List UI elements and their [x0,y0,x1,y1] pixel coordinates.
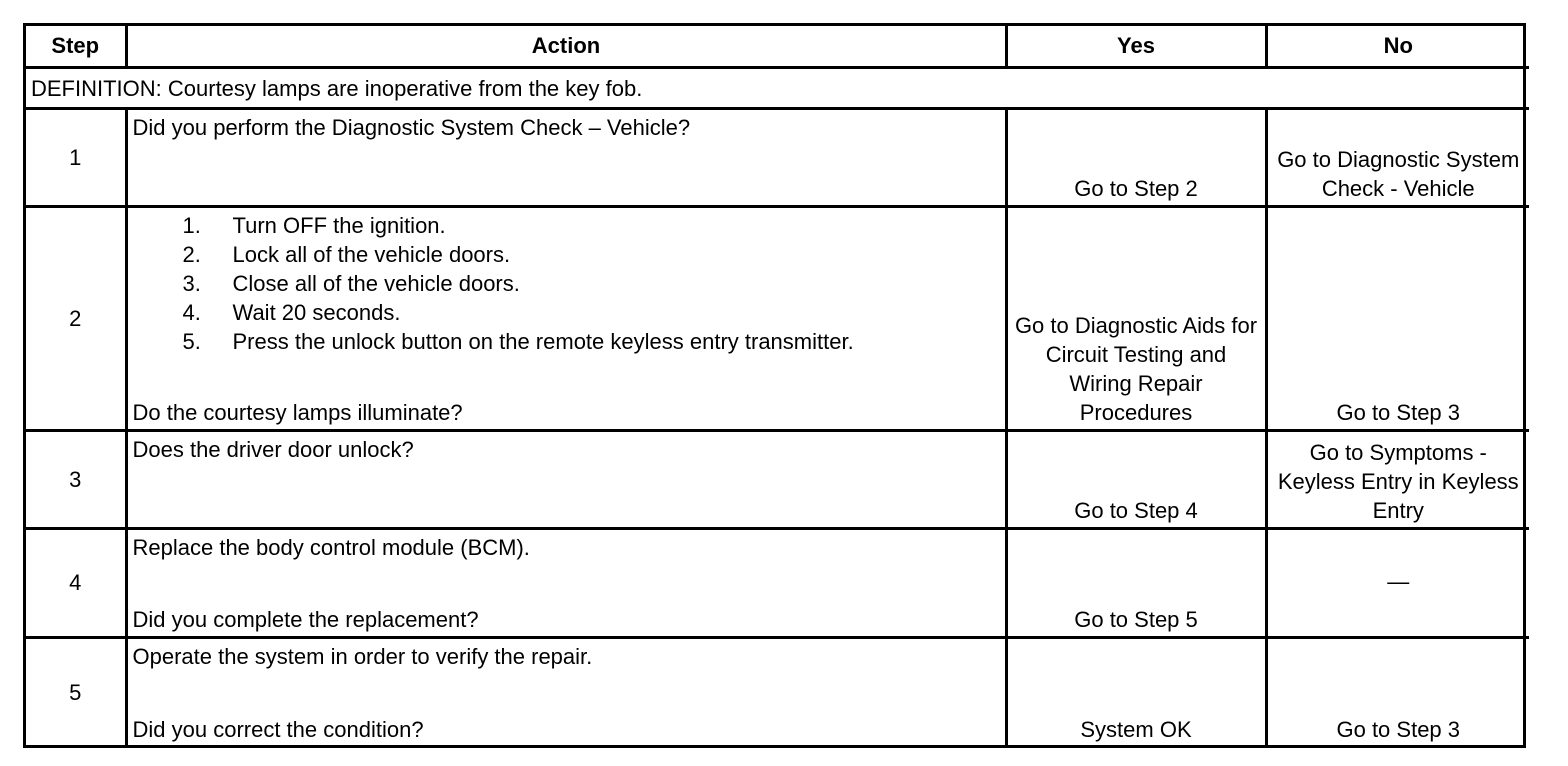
action-cell [126,108,1006,206]
action-cell [126,637,1006,746]
no-cell: Go to Symptoms - Keyless Entry in Keyless Entry [1266,430,1529,528]
table-row [26,206,1529,430]
no-cell: — [1266,528,1529,637]
yes-cell: Go to Step 4 [1006,430,1266,528]
step-number: 3 [26,430,126,528]
yes-cell: Go to Step 2 [1006,108,1266,206]
table-row [26,430,1529,528]
action-text: Does the driver door unlock? [132,436,414,462]
yes-cell: Go to Step 5 [1006,528,1266,637]
list-item: 3. Close all of the vehicle doors. [182,270,520,296]
yes-cell: Go to Diagnostic Aids for Circuit Testing and Wiring Repair Procedures [1006,206,1266,430]
definition-text: DEFINITION: Courtesy lamps are inoperative from the key fob. [26,67,1529,108]
diagnostic-table [26,26,1529,746]
action-text: Operate the system in order to verify the repair. [132,643,593,669]
definition-row [26,67,1529,108]
list-item: 4. Wait 20 seconds. [182,299,401,325]
step-number: 2 [26,206,126,430]
step-number: 4 [26,528,126,637]
step-number: 5 [26,637,126,746]
list-item: 2. Lock all of the vehicle doors. [182,241,511,267]
header-yes: Yes [1006,26,1266,67]
list-item: 1. Turn OFF the ignition. [182,212,446,238]
header-step: Step [26,26,126,67]
question-text: Did you correct the condition? [132,716,424,742]
action-cell [126,528,1006,637]
action-cell [126,430,1006,528]
table-row [26,637,1529,746]
list-item: 5. Press the unlock button on the remote keyless entry transmitter. [182,328,854,354]
no-cell: Go to Step 3 [1266,206,1529,430]
header-action: Action [126,26,1006,67]
action-text: Replace the body control module (BCM). [132,534,530,560]
diagnostic-table-frame [23,23,1526,748]
table-row [26,528,1529,637]
action-cell [126,206,1006,430]
step-number: 1 [26,108,126,206]
header-no: No [1266,26,1529,67]
yes-cell: System OK [1006,637,1266,746]
question-text: Do the courtesy lamps illuminate? [132,399,463,425]
substep-list [133,211,1005,356]
table-row [26,108,1529,206]
no-cell: Go to Step 3 [1266,637,1529,746]
action-text: Did you perform the Diagnostic System Check – Vehicle? [132,114,691,140]
header-row [26,26,1529,67]
question-text: Did you complete the replacement? [132,606,479,632]
no-cell: Go to Diagnostic System Check - Vehicle [1266,108,1529,206]
